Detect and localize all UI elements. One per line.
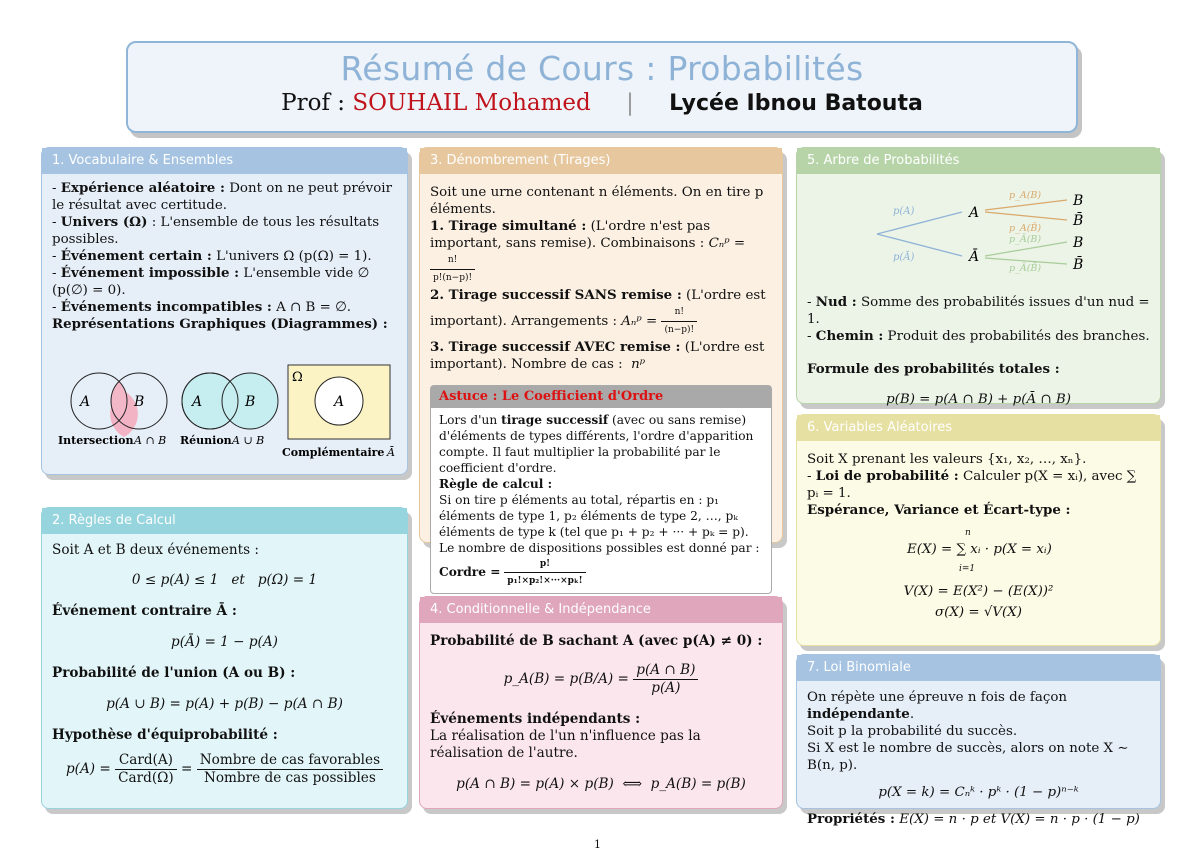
section-title: 7. Loi Binomiale — [797, 655, 1160, 681]
venn2-label-b: B — [245, 394, 256, 410]
def-impossible: - Événement impossible : L'ensemble vide ∅ (p(∅) = 0). — [52, 265, 370, 298]
formula-union: p(A ∪ B) = p(A) + p(B) − p(A ∩ B) — [106, 696, 343, 712]
heading-totales: Formule des probabilités totales : — [807, 361, 1060, 377]
tree-pAbarBbar: p_Ā(B̄) — [1009, 263, 1042, 274]
page-number: 1 — [594, 838, 601, 851]
formula-totales: p(B) = p(A ∩ B) + p(Ā ∩ B) — [886, 392, 1071, 407]
tree-leaf-Bbar2: B̄ — [1073, 257, 1084, 273]
binom-success: Soit p la probabilité du succès. — [807, 724, 1018, 739]
formula-conditionnelle: p_A(B) = p(B/A) = $\frac{p(A \cap B)}{p(A)}$ — [430, 662, 772, 697]
caption-complement-math: Ā — [387, 446, 395, 459]
section-title: 1. Vocabulaire & Ensembles — [42, 148, 407, 174]
tree-pA: p(A) — [893, 206, 915, 217]
venn3-label-a: A — [334, 394, 345, 410]
astuce-box — [430, 385, 772, 594]
page-title: Résumé de Cours : Probabilités — [340, 49, 864, 88]
formula-contraire: p(Ā) = 1 − p(A) — [171, 634, 278, 650]
section-binomiale — [796, 654, 1161, 827]
binom-proprietes: Propriétés : E(X) = n · p et V(X) = n · p · (1 − p) — [807, 811, 1140, 827]
formula-equiprobabilite: p(A) = $\frac{\text{Card(A)}}{\text{Card(Ω)}}$ = $\frac{\text{Nombre de cas favorables}}{\text{Nombre de cas possibles}}$ — [52, 752, 397, 787]
tree-leaf-B2: B — [1073, 235, 1084, 251]
astuce-dispositions: Le nombre de dispositions possibles est donné par : — [439, 541, 760, 555]
section-title: 5. Arbre de Probabilités — [797, 148, 1160, 174]
heading-esperance: Espérance, Variance et Écart-type : — [807, 502, 1071, 518]
venn1-label-a: A — [80, 394, 91, 410]
tirage-sans-remise: 2. Tirage successif SANS remise : (L'ordre est important). Arrangements : Aₙᵖ = $\frac{n!}{(n-p)!}$ — [430, 287, 766, 335]
omega-label: Ω — [292, 370, 303, 385]
probability-tree — [797, 176, 1160, 304]
caption-intersection: Intersection — [58, 434, 134, 447]
separator: | — [626, 90, 634, 116]
sum-top: n — [965, 528, 971, 538]
heading-independants: Événements indépendants : — [430, 711, 641, 727]
section-title: 6. Variables Aléatoires — [797, 415, 1160, 441]
prof-name: SOUHAIL Mohamed — [352, 90, 591, 116]
tree-leaf-Bbar1: B̄ — [1073, 213, 1084, 229]
section-title: 3. Dénombrement (Tirages) — [420, 148, 782, 174]
binom-notation: Si X est le nombre de succès, alors on note X ∼ B(n, p). — [807, 741, 1129, 773]
venn2-label-a: A — [192, 394, 203, 410]
heading-conditionnelle: Probabilité de B sachant A (avec p(A) ≠ 0) : — [430, 633, 763, 649]
tirage-avec-remise: 3. Tirage successif AVEC remise : (L'ordre est important). Nombre de cas : nᵖ — [430, 339, 765, 372]
urn-intro: Soit une urne contenant n éléments. On en tire p éléments. — [430, 185, 764, 217]
tree-pAbarB: p_Ā(B) — [1009, 234, 1042, 245]
venn1-label-b: B — [134, 394, 145, 410]
heading-contraire: Événement contraire Ā : — [52, 603, 237, 619]
formula-ecart-type: σ(X) = √V(X) — [934, 605, 1023, 620]
formula-variance: V(X) = E(X²) − (E(X))² — [903, 584, 1054, 599]
sum-bottom: i=1 — [959, 564, 976, 574]
astuce-formula: Cordre = $\frac{p!}{\text{p₁!×p₂!×···×pₖ!}}$ — [439, 556, 763, 589]
var-values: Soit X prenant les valeurs {x₁, x₂, …, xₙ}. — [807, 452, 1087, 467]
text-independants: La réalisation de l'un n'influence pas la réalisation de l'autre. — [430, 728, 701, 761]
tree-pABbar: p_A(B̄) — [1009, 223, 1042, 234]
prof-prefix: Prof : — [281, 90, 346, 116]
def-incompatibles: - Événements incompatibles : A ∩ B = ∅. — [52, 299, 352, 315]
caption-union: Réunion — [180, 434, 232, 447]
diagrams-heading: Représentations Graphiques (Diagrammes) : — [52, 316, 388, 332]
section-denombrement — [419, 147, 783, 586]
rules-intro: Soit A et B deux événements : — [52, 542, 259, 558]
def-loi: - Loi de probabilité : Calculer p(X = xᵢ), avec ∑ pᵢ = 1. — [807, 468, 1137, 501]
heading-union: Probabilité de l'union (A ou B) : — [52, 665, 296, 681]
venn-area — [42, 353, 407, 483]
section-variables — [796, 414, 1161, 646]
heading-equiprobabilite: Hypothèse d'équiprobabilité : — [52, 727, 278, 743]
def-univers: - Univers (Ω) : L'ensemble de tous les résultats possibles. — [52, 214, 380, 247]
tree-node-Abar: Ā — [969, 249, 980, 265]
section-title: 2. Règles de Calcul — [42, 508, 407, 534]
tree-leaf-B1: B — [1073, 193, 1084, 209]
def-nud: - Nud : Somme des probabilités issues d'un nud = 1. — [807, 294, 1150, 327]
caption-complement: Complémentaire — [282, 446, 385, 459]
section-vocabulaire — [41, 147, 408, 475]
astuce-rule-text: Si on tire p éléments au total, répartis en : p₁ éléments de type 1, p₂ éléments de type 2, …, pₖ éléments de type k (tel que p₁ + p₂ + ··· + pₖ = p). — [439, 493, 749, 539]
formula-esperance: n E(X) = ∑ xᵢ · p(X = xᵢ) i=1 — [807, 525, 1150, 575]
tirage-simultane: 1. Tirage simultané : (L'ordre n'est pas important, sans remise). Combinaisons : Cₙᵖ = $\frac{n!}{p!(n-p)!}$ — [430, 218, 746, 283]
section-conditionnelle — [419, 596, 783, 809]
astuce-rule-heading: Règle de calcul : — [439, 477, 553, 491]
tree-pAbar: p(Ā) — [893, 252, 915, 263]
caption-intersection-math: A ∩ B — [134, 434, 167, 447]
formula-independants: p(A ∩ B) = p(A) × p(B) ⟺ p_A(B) = p(B) — [456, 776, 746, 792]
tree-pAB: p_A(B) — [1009, 190, 1042, 201]
section-arbre — [796, 147, 1161, 407]
tree-node-A: A — [969, 205, 980, 221]
astuce-title: Astuce : Le Coefficient d'Ordre — [431, 386, 771, 408]
section-title: 4. Conditionnelle & Indépendance — [420, 597, 782, 623]
caption-union-math: A ∪ B — [232, 434, 265, 447]
def-certain: - Événement certain : L'univers Ω (p(Ω) = 1). — [52, 248, 372, 264]
def-experience: - Expérience aléatoire : Dont on ne peut prévoir le résultat avec certitude. — [52, 180, 392, 213]
formula-binomiale: p(X = k) = Cₙᵏ · pᵏ · (1 − p)ⁿ⁻ᵏ — [878, 785, 1079, 800]
binom-repeat: On répète une épreuve n fois de façon indépendante. — [807, 690, 1068, 722]
author-line — [128, 90, 1076, 116]
def-chemin: - Chemin : Produit des probabilités des branches. — [807, 328, 1150, 344]
school-name: Lycée Ibnou Batouta — [669, 91, 923, 116]
formula-bounds: 0 ≤ p(A) ≤ 1 et p(Ω) = 1 — [131, 572, 318, 588]
title-banner — [126, 41, 1078, 133]
section-regles — [41, 507, 408, 809]
astuce-text: Lors d'un tirage successif (avec ou sans remise) d'éléments de types différents, l'ordre d'apparition compte. Il faut multiplier la probabilité par le coefficient d'ordre. — [439, 413, 754, 475]
